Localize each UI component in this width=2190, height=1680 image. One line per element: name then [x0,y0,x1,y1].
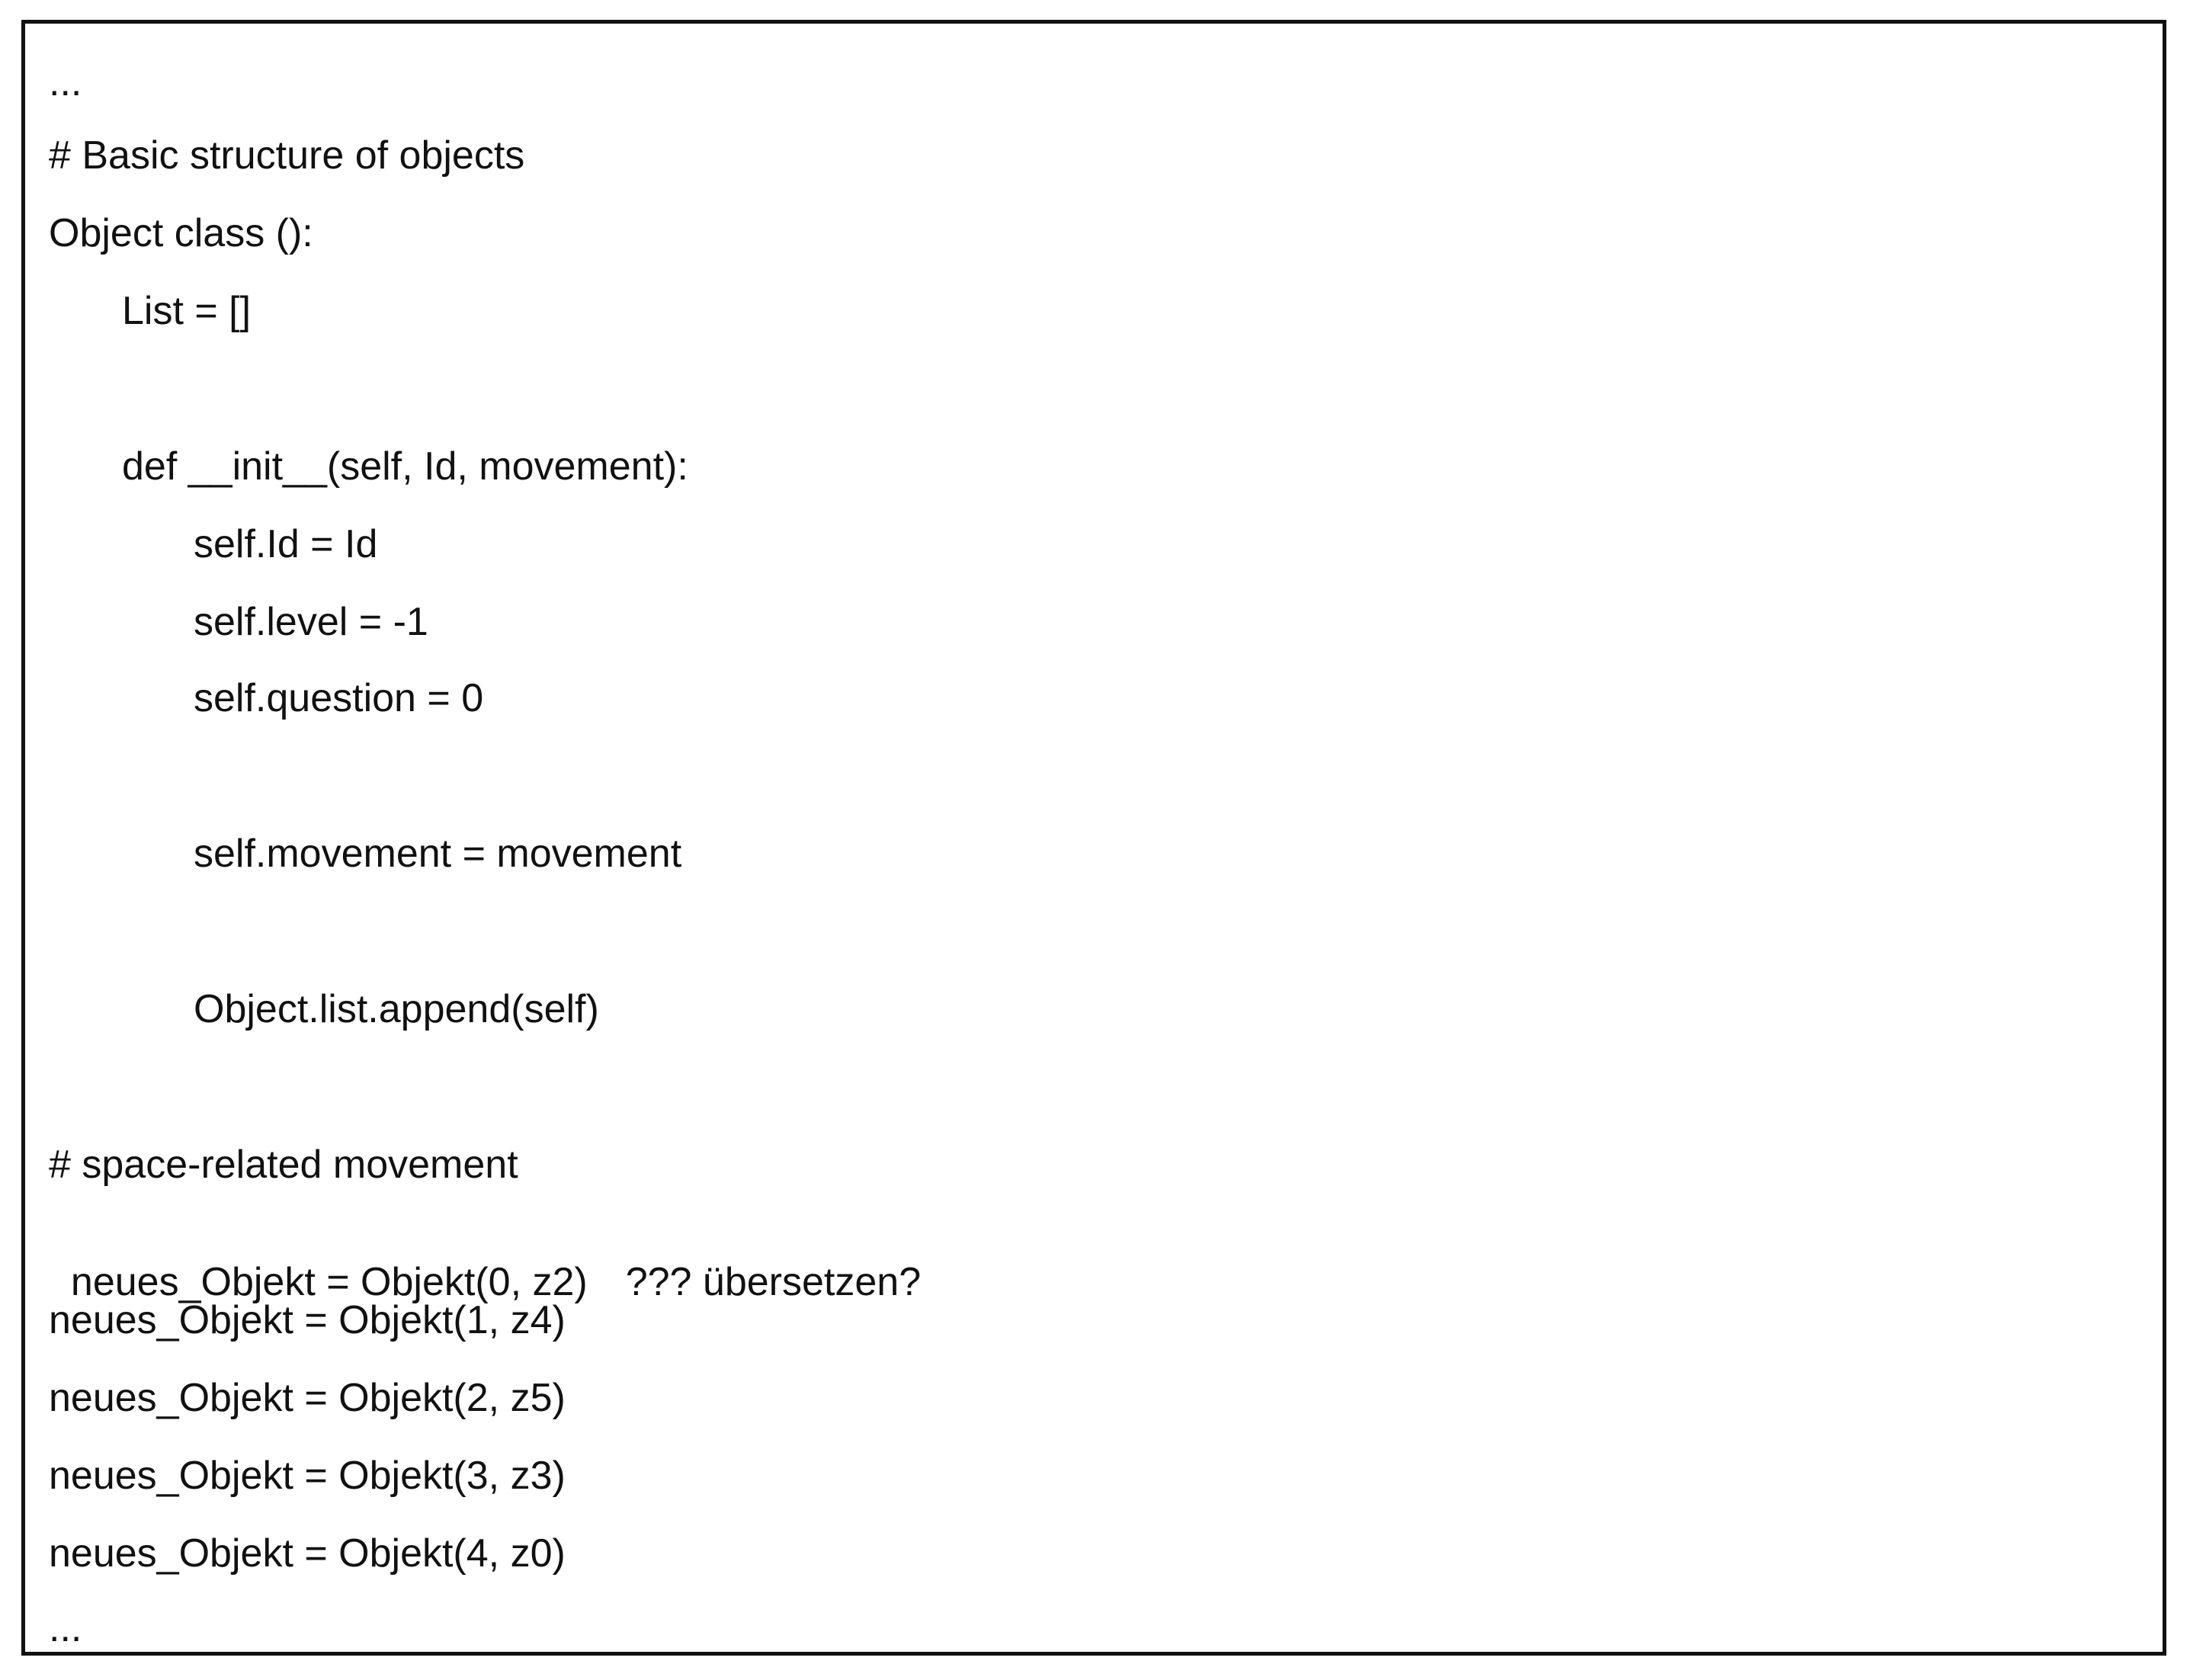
code-line-new-object-2: neues_Objekt = Objekt(2, z5) [49,1376,566,1420]
code-line-init-def: def __init__(self, Id, movement): [122,444,688,489]
code-line-ellipsis-bottom: ... [49,1606,82,1650]
code-line-text: neues_Objekt = Objekt(0, z2) [70,1260,588,1304]
code-line-list-append: Object.list.append(self) [194,987,599,1031]
code-line-self-id: self.Id = Id [194,522,378,566]
code-line-ellipsis-top: ... [49,60,82,104]
translation-note: ??? übersetzen? [625,1260,922,1304]
code-line-new-object-1: neues_Objekt = Objekt(1, z4) [49,1298,566,1342]
code-line-list-init: List = [] [122,289,252,333]
code-line-self-level: self.level = -1 [194,600,428,644]
code-line-self-movement: self.movement = movement [194,832,682,876]
code-line-self-question: self.question = 0 [194,676,484,720]
code-line-new-object-3: neues_Objekt = Objekt(3, z3) [49,1454,566,1498]
code-line-new-object-4: neues_Objekt = Objekt(4, z0) [49,1531,566,1576]
code-comment-space-movement: # space-related movement [49,1143,518,1187]
code-line-class-def: Object class (): [49,211,313,255]
code-comment-basic-structure: # Basic structure of objects [49,133,525,178]
code-line-new-object-0 [49,1223,921,1302]
